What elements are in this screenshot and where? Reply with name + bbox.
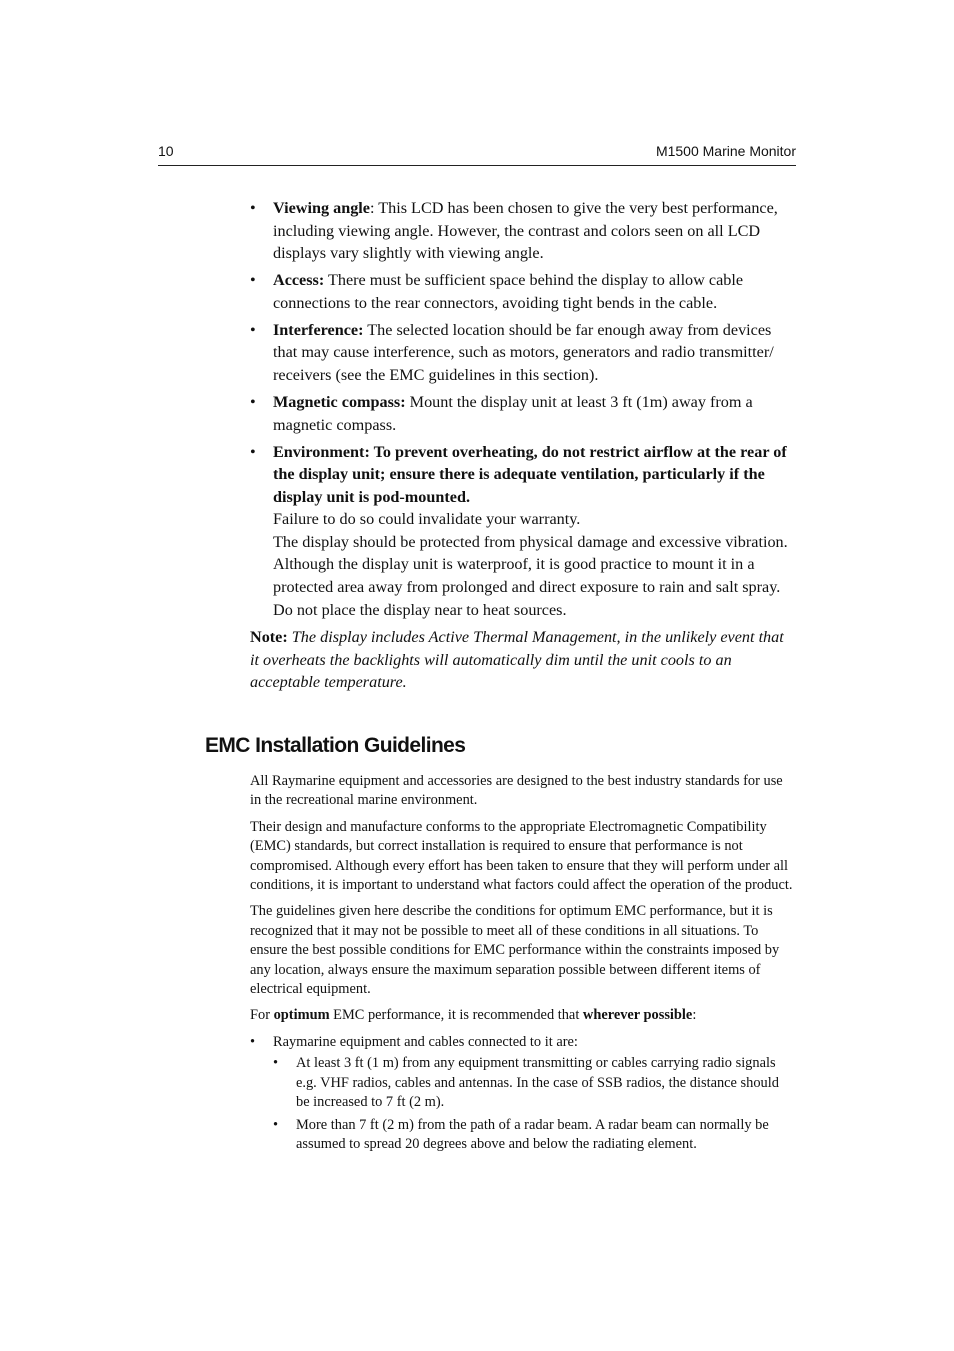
item-line: Do not place the display near to heat sources. [273,600,567,619]
note [250,626,796,694]
bullet-icon: • [250,1033,256,1050]
item-text: There must be sufficient space behind the display to allow cable connections to the rear connectors, avoiding tight bends in the cable. [273,271,744,312]
bullet-icon: • [250,442,256,461]
paragraph: Their design and manufacture conforms to the appropriate Electromagnetic Compatibility (EMC) standards, but correct installation is required to ensure that performance is not compromised. Although every effort has been taken to ensure that they will perform under all conditions, it is important to understand what factors could affect the operation of the product. [250,818,793,894]
paragraph: All Raymarine equipment and accessories are designed to the best industry standards for use in the recreational marine environment. [250,773,783,809]
item-label: Access: [273,271,325,290]
text: For [250,1007,274,1024]
sub-list-item [273,1116,796,1155]
bullet-icon: • [273,1055,279,1072]
item-line: Failure to do so could invalidate your warranty. [273,510,581,529]
emphasis: optimum [273,1007,330,1024]
bullet-icon: • [250,392,256,411]
installation-considerations [250,197,796,694]
bullet-icon: • [250,320,256,339]
considerations-list [250,197,796,621]
list-item [250,441,796,622]
running-title: M1500 Marine Monitor [655,143,796,159]
bullet-icon: • [250,199,256,217]
item-text: At least 3 ft (1 m) from any equipment transmitting or cables carrying radio signals e.g. VHF radios, cables and antennas. In the case of SSB radios, the distance should be increased to 7 ft (2 m). [296,1055,779,1111]
page-header [158,141,796,166]
list-item [250,269,796,314]
bullet-icon: • [250,271,256,290]
item-text: Mount the display unit at least 3 ft (1m) away from a magnetic compass. [273,392,753,434]
item-text: Raymarine equipment and cables connected to it are: [273,1033,578,1050]
section-heading: EMC Installation Guidelines [205,734,466,757]
item-label: Magnetic compass: [273,392,406,411]
recommendation [250,1006,796,1025]
emc-list [250,1033,796,1154]
item-line: The display should be protected from physical damage and excessive vibration. Although the display unit is waterproof, it is good practice to mount it in a protected area away from prolonged and direct exposure to rain and salt spray. [273,532,788,597]
item-text: More than 7 ft (2 m) from the path of a radar beam. A radar beam can normally be assumed to spread 20 degrees above and below the radiating element. [296,1116,769,1152]
list-item [250,319,796,387]
paragraph: The guidelines given here describe the conditions for optimum EMC performance, but it is recognized that it may not be possible to meet all of these conditions in all situations. To ensure the best possible conditions for EMC performance within the constraints imposed by any location, always ensure the maximum separation possible between different items of electrical equipment. [250,903,780,998]
list-item [250,197,796,265]
page-number: 10 [158,143,174,159]
note-label: Note: [250,628,288,647]
sub-list-item [273,1054,796,1112]
emphasis: wherever possible [582,1007,693,1024]
list-item [250,1033,796,1154]
item-label: Viewing angle [273,199,370,217]
item-text: : This LCD has been chosen to give the very best performance, including viewing angle. However, the contrast and colors seen on all LCD displays vary slightly with viewing angle. [273,199,778,263]
list-item [250,391,796,436]
note-text: The display includes Active Thermal Management, in the unlikely event that it overheats the backlights will automatically dim until the unit cools to an acceptable temperature. [250,628,784,692]
text: : [692,1007,697,1024]
item-label: Environment: To prevent overheating, do not restrict airflow at the rear of the display unit; ensure there is adequate ventilation, particularly if the display unit is pod-mounted. [273,442,787,506]
bullet-icon: • [273,1116,279,1133]
sub-list [273,1054,796,1154]
item-label: Interference: [273,320,364,339]
emc-section [250,772,796,1159]
text: EMC performance, it is recommended that [329,1007,583,1024]
item-text: The selected location should be far enough away from devices that may cause interference, such as motors, generators and radio transmitter/ receivers (see the EMC guidelines in this section). [273,320,774,384]
